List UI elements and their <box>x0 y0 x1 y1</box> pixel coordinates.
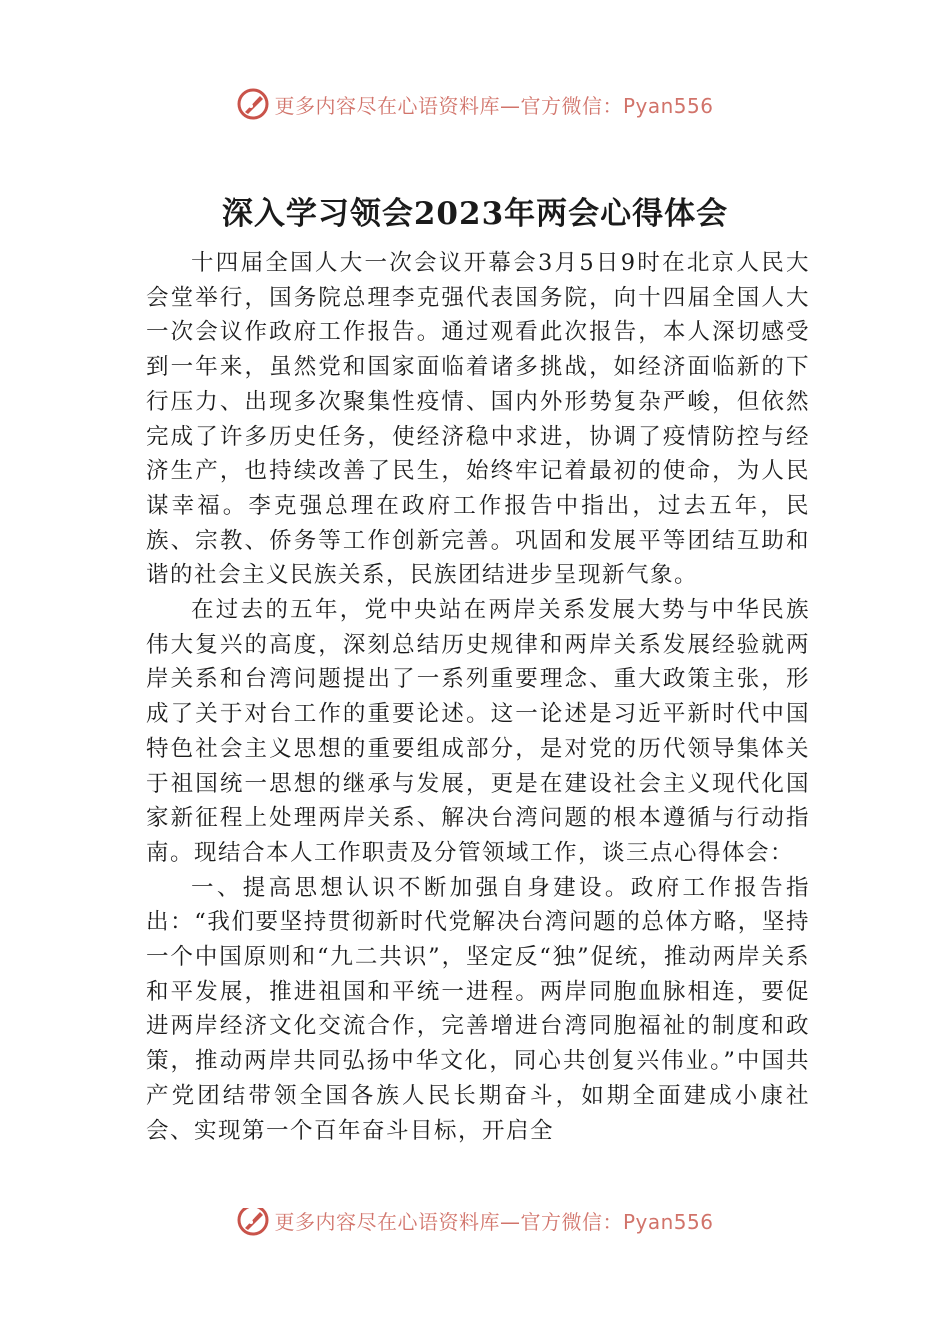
paragraph: 在过去的五年，党中央站在两岸关系发展大势与中华民族伟大复兴的高度，深刻总结历史规律和两岸关系发展经验就两岸关系和台湾问题提出了一系列重要理念、重大政策主张，形成了关于对台工作的重要论述。这一论述是习近平新时代中国特色社会主义思想的重要组成部分，是对党的历代领导集体关于祖国统一思想的继承与发展，更是在建设社会主义现代化国家新征程上处理两岸关系、解决台湾问题的根本遵循与行动指南。现结合本人工作职责及分管领域工作，谈三点心得体会： <box>146 597 810 866</box>
paragraph: 一、提高思想认识不断加强自身建设。政府工作报告指出：“我们要坚持贯彻新时代党解决台湾问题的总体方略，坚持一个中国原则和“九二共识”，坚定反“独”促统，推动两岸关系和平发展，推进祖国和平统一进程。两岸同胞血脉相连，要促进两岸经济文化交流合作，完善增进台湾同胞福祉的制度和政策，推动两岸共同弘扬中华文化，同心共创复兴伟业。”中国共产党团结带领全国各族人民长期奋斗，如期全面建成小康社会、实现第一个百年奋斗目标，开启全 <box>146 874 810 1144</box>
watermark-footer <box>0 1208 950 1244</box>
watermark-header <box>0 84 950 124</box>
page-title: 深入学习领会2023年两会心得体会 <box>221 196 729 232</box>
watermark-text: 更多内容尽在心语资料库—官方微信：Pyan556 <box>274 1209 714 1234</box>
pen-nib-logo-icon <box>236 87 270 121</box>
pen-nib-logo-icon <box>236 1208 270 1237</box>
paragraph: 十四届全国人大一次会议开幕会3月5日9时在北京人民大会堂举行，国务院总理李克强代表国务院，向十四届全国人大一次会议作政府工作报告。通过观看此次报告，本人深切感受到一年来，虽然党和国家面临着诸多挑战，如经济面临新的下行压力、出现多次聚集性疫情、国内外形势复杂严峻，但依然完成了许多历史任务，使经济稳中求进，协调了疫情防控与经济生产，也持续改善了民生，始终牢记着最初的使命，为人民谋幸福。李克强总理在政府工作报告中指出，过去五年，民族、宗教、侨务等工作创新完善。巩固和发展平等团结互助和谐的社会主义民族关系，民族团结进步呈现新气象。 <box>146 250 810 589</box>
document-body <box>146 246 810 1148</box>
watermark-text: 更多内容尽在心语资料库—官方微信：Pyan556 <box>274 93 714 118</box>
